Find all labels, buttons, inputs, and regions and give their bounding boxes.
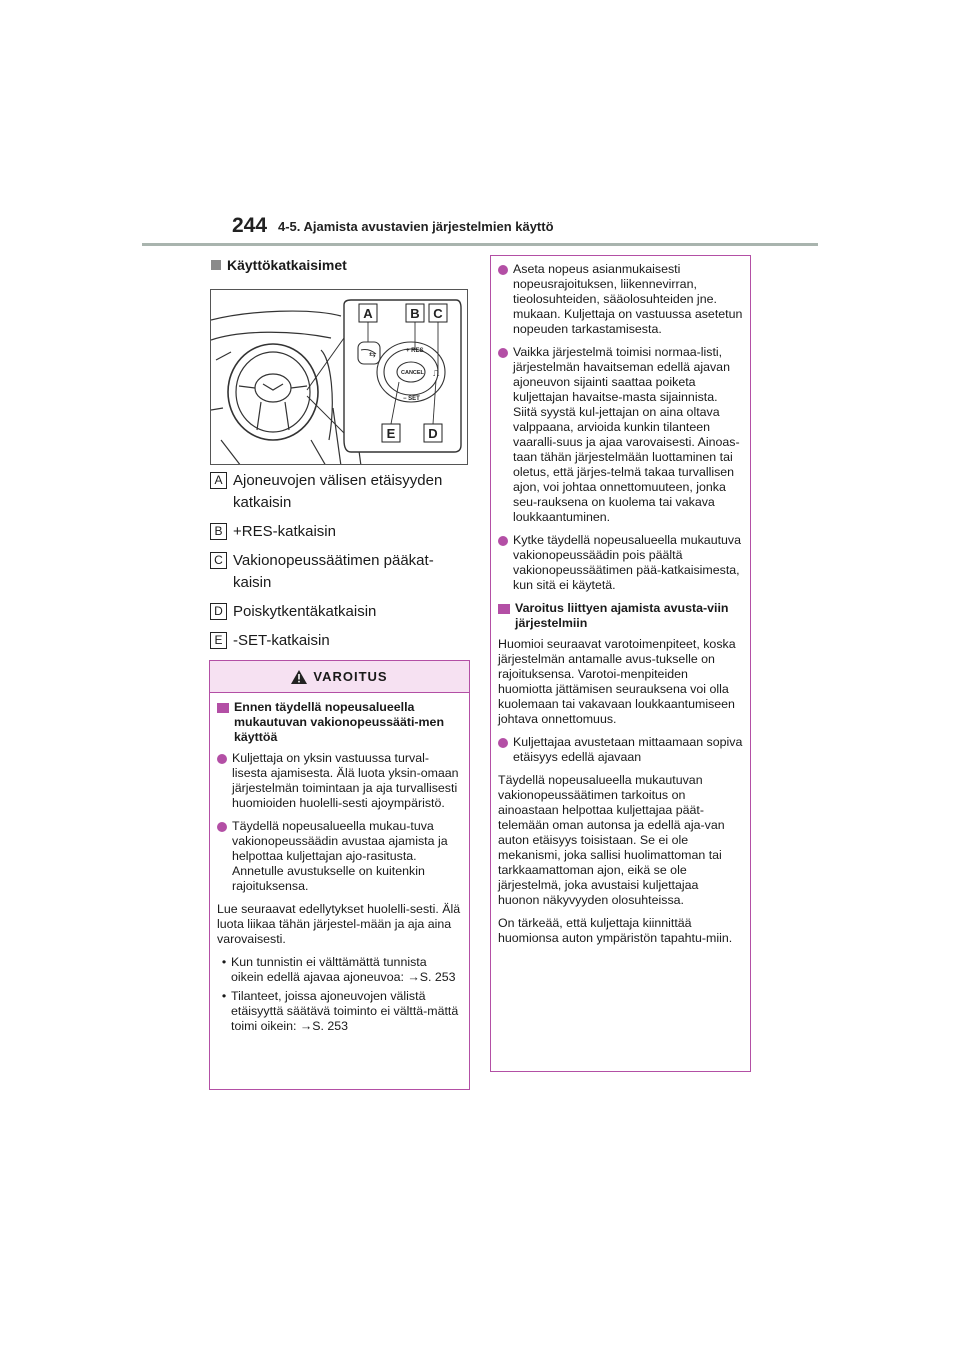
warning-continuation-box bbox=[490, 255, 751, 1072]
set-switch-label: − SET bbox=[403, 396, 420, 402]
legend-item bbox=[210, 470, 470, 514]
legend-letter: C bbox=[210, 552, 227, 569]
warning-bullet-text: Kuljettaja on yksin vastuussa turval-lisesta ajamisesta. Älä luota yksin-omaan järjestelmän toimintaan ja aja turvallisesti huomioiden huolelli-sesti ajoympäristö. bbox=[232, 751, 459, 810]
warning-bullet bbox=[498, 262, 743, 337]
callout-e: E bbox=[386, 426, 396, 441]
callout-b: B bbox=[410, 306, 420, 321]
header-rule bbox=[142, 243, 818, 246]
legend-text: -SET-katkaisin bbox=[233, 632, 330, 649]
warning-triangle-icon bbox=[291, 670, 307, 684]
warning-subheading-text: Varoitus liittyen ajamista avusta-viin järjestelmiin bbox=[515, 601, 729, 630]
legend-text: +RES-katkaisin bbox=[233, 523, 336, 540]
warning-paragraph: Huomioi seuraavat varotoimenpiteet, koska järjestelmän antamalle avus-tukselle on rajoituksensa. Varotoi-menpiteiden huomiotta jättämisen seurauksena voi olla kuolemaan tai vakavaan loukkaantumiseen johtava onnettomuus. bbox=[498, 637, 736, 726]
distance-switch-icon: ⇆ bbox=[369, 350, 376, 359]
legend-item bbox=[210, 601, 470, 623]
bullet-dot-icon bbox=[498, 348, 508, 358]
warning-bullet-text: Aseta nopeus asianmukaisesti nopeusrajoituksen, liikennevirran, tieolosuhteiden, sääolosuhteiden jne. mukaan. Kuljettaja on vastuussa asetetun nopeuden tarkastamisesta. bbox=[513, 262, 743, 336]
warning-subheading bbox=[498, 601, 743, 631]
bullet-dot-icon bbox=[498, 265, 508, 275]
steering-wheel-illustration bbox=[211, 290, 468, 465]
warning-bullet bbox=[498, 533, 743, 593]
warning-header bbox=[210, 661, 469, 693]
square-bullet-icon bbox=[498, 604, 510, 614]
warning-paragraph: Lue seuraavat edellytykset huolelli-sesti. Älä luota liikaa tähän järjestel-mään ja aja aina varovaisesti. bbox=[217, 902, 461, 946]
warning-subheading-text: Ennen täydellä nopeusalueella mukautuvan vakionopeussääti-men käyttöä bbox=[234, 700, 445, 744]
list-bullet-icon: • bbox=[221, 955, 227, 969]
section-title bbox=[211, 257, 347, 273]
warning-bullet bbox=[498, 735, 743, 765]
legend-text: Ajoneuvojen välisen etäisyyden katkaisin bbox=[233, 472, 443, 511]
legend-item bbox=[210, 521, 470, 543]
bullet-dot-icon bbox=[217, 822, 227, 832]
warning-subheading bbox=[217, 700, 462, 745]
legend-text: Poiskytkentäkatkaisin bbox=[233, 603, 377, 620]
list-bullet-icon: • bbox=[221, 989, 227, 1003]
warning-bullet-text: Vaikka järjestelmä toimisi normaa-listi, järjestelmän havaitseman edellä ajavan ajoneuvon sijainti saattaa poiketa kuljettajan havaitse-masta sijainnista. Siitä syystä kul-jettajan on aina oltava valppaana, arvioida kunkin tilanteen vaaralli-suus ja ajaa varovaisesti. Ainoas-taan tähän järjestelmään luottaminen tai oletus, että järjes-telmä takaa turvallisen ajon, voi johtaa onnettomuuteen, jonka seu-rauksena on kuolema tai vakava loukkaantuminen. bbox=[513, 345, 740, 524]
warning-list-text: Kun tunnistin ei välttämättä tunnista oikein edellä ajavaa ajoneuvoa: →S. 253 bbox=[231, 955, 456, 984]
warning-paragraph: Täydellä nopeusalueella mukautuvan vakionopeussäätimen tarkoitus on ainoastaan helpottaa kuljettajaa päät-telemään oman autonsa ja edellä aja-van auton etäisyys toisistaan. Se ei ole mekanismi, joka sallisi huolimattoman tai tarkkaamattoman ajon, eikä se ole järjestelmä, joka avustaisi kuljettajaa huonon näkyvyyden olosuhteissa. bbox=[498, 773, 725, 907]
bullet-dot-icon bbox=[498, 536, 508, 546]
legend-item bbox=[210, 630, 470, 652]
page-number: 244 bbox=[232, 214, 268, 237]
warning-list-item bbox=[217, 955, 462, 985]
callout-a: A bbox=[363, 306, 373, 321]
callout-c: C bbox=[433, 306, 443, 321]
cancel-switch-label: CANCEL bbox=[401, 370, 424, 376]
legend-letter: A bbox=[210, 472, 227, 489]
warning-label: VAROITUS bbox=[313, 669, 388, 684]
square-bullet-icon bbox=[211, 260, 221, 270]
section-title-text: Käyttökatkaisimet bbox=[227, 257, 347, 273]
warning-bullet bbox=[217, 819, 462, 894]
warning-bullet-text: Kytke täydellä nopeusalueella mukautuva vakionopeussäädin pois päältä vakionopeussäätimen pää-katkaisimesta, kun sitä ei käytetä. bbox=[513, 533, 741, 592]
cruise-main-switch-icon: ⎍ bbox=[433, 368, 440, 378]
figure-legend bbox=[210, 470, 470, 659]
bullet-dot-icon bbox=[498, 738, 508, 748]
legend-letter: B bbox=[210, 523, 227, 540]
callout-d: D bbox=[428, 426, 438, 441]
warning-bullet-text: Kuljettajaa avustetaan mittaamaan sopiva etäisyys edellä ajavaan bbox=[513, 735, 743, 764]
warning-paragraph: On tärkeää, että kuljettaja kiinnittää huomionsa auton ympäristön tapahtu-miin. bbox=[498, 916, 733, 945]
legend-item bbox=[210, 550, 470, 594]
legend-letter: E bbox=[210, 632, 227, 649]
bullet-dot-icon bbox=[217, 754, 227, 764]
res-switch-label: + RES bbox=[406, 348, 424, 354]
warning-bullet bbox=[217, 751, 462, 811]
warning-box bbox=[209, 660, 470, 1090]
legend-letter: D bbox=[210, 603, 227, 620]
legend-text: Vakionopeussäätimen pääkat-kaisin bbox=[233, 552, 434, 591]
warning-bullet bbox=[498, 345, 743, 525]
section-header-title: 4-5. Ajamista avustavien järjestelmien käyttö bbox=[278, 219, 554, 234]
warning-list-text: Tilanteet, joissa ajoneuvojen välistä etäisyyttä säätävä toiminto ei välttä-mättä toimi oikein: →S. 253 bbox=[231, 989, 459, 1033]
warning-bullet-text: Täydellä nopeusalueella mukau-tuva vakionopeussäädin avustaa ajamista ja helpottaa kuljettajan ajo-rasitusta. Annetulle avustukselle on kuitenkin rajoituksensa. bbox=[232, 819, 448, 893]
steering-switch-figure bbox=[210, 289, 468, 465]
square-bullet-icon bbox=[217, 703, 229, 713]
warning-list-item bbox=[217, 989, 462, 1034]
